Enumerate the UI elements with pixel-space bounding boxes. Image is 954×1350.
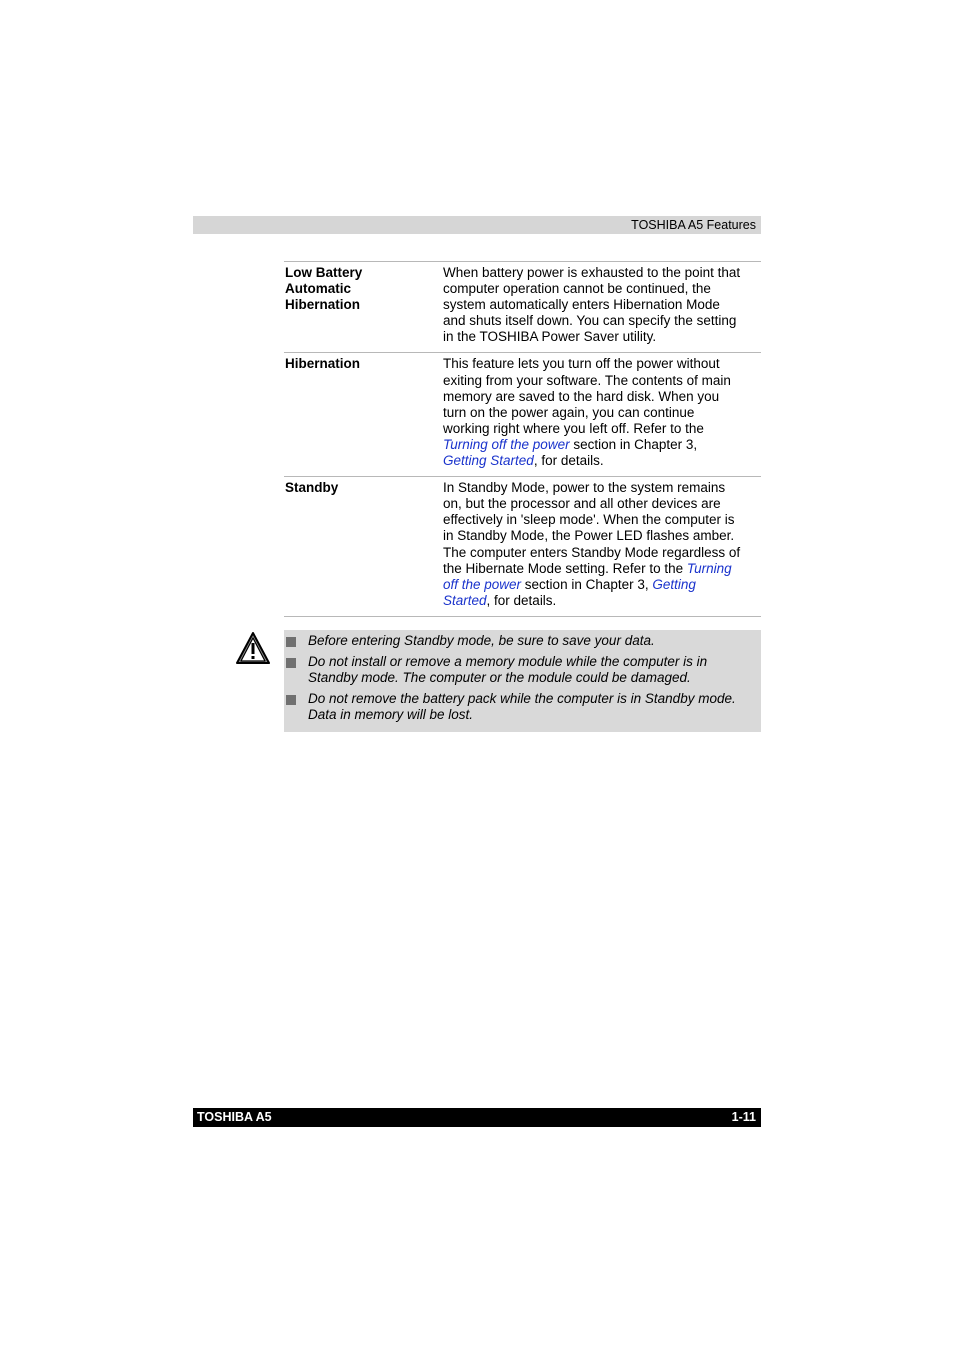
- description-text: system automatically enters Hibernation Mode: [443, 297, 720, 313]
- feature-term-line: Low Battery: [285, 265, 363, 280]
- footer-product: TOSHIBA A5: [197, 1110, 272, 1124]
- description-line: [443, 480, 761, 496]
- cross-reference-link[interactable]: Turning off the power: [443, 436, 570, 452]
- description-text: on, but the processor and all other devices are: [443, 496, 721, 512]
- feature-description: [443, 356, 761, 469]
- warning-text: [308, 654, 707, 686]
- description-text: memory are saved to the hard disk. When you: [443, 388, 720, 404]
- warning-icon: [234, 630, 272, 668]
- feature-term-line: Hibernation: [285, 356, 361, 372]
- description-line: [443, 297, 761, 313]
- description-line: [443, 356, 761, 372]
- description-text: section in Chapter 3,: [521, 576, 653, 592]
- description-text: The computer enters Standby Mode regardless of: [443, 544, 741, 560]
- warning-line: Do not install or remove a memory module while the computer is in: [308, 654, 708, 669]
- description-line: [443, 545, 761, 561]
- description-line: [443, 437, 761, 453]
- description-line: [443, 329, 761, 345]
- feature-table: [284, 261, 761, 617]
- cross-reference-link[interactable]: Getting: [652, 576, 696, 592]
- description-text: and shuts itself down. You can specify the setting: [443, 313, 737, 329]
- description-line: [443, 405, 761, 421]
- feature-term: [284, 480, 443, 609]
- feature-row: [284, 477, 761, 617]
- description-line: [443, 496, 761, 512]
- feature-term: [284, 356, 443, 469]
- feature-row: [284, 262, 761, 353]
- page-footer: [193, 1108, 761, 1127]
- cross-reference-link[interactable]: off the power: [443, 576, 522, 592]
- feature-description: [443, 480, 761, 609]
- description-line: [443, 389, 761, 405]
- description-text: exiting from your software. The contents of main: [443, 372, 731, 388]
- description-text: the Hibernate Mode setting. Refer to the: [443, 560, 687, 576]
- description-text: When battery power is exhausted to the point that: [443, 265, 741, 280]
- warning-line: Do not remove the battery pack while the computer is in Standby mode.: [308, 691, 736, 706]
- cross-reference-link[interactable]: Started: [443, 592, 487, 608]
- description-line: [443, 265, 761, 281]
- description-line: [443, 528, 761, 544]
- description-line: [443, 577, 761, 593]
- warning-text: [308, 633, 655, 649]
- square-bullet-icon: [286, 658, 296, 668]
- warning-line: Before entering Standby mode, be sure to save your data.: [308, 633, 655, 648]
- description-line: [443, 512, 761, 528]
- description-text: , for details.: [486, 592, 557, 608]
- feature-term: [284, 265, 443, 345]
- header-title: TOSHIBA A5 Features: [631, 218, 756, 232]
- description-text: in the TOSHIBA Power Saver utility.: [443, 329, 657, 345]
- warning-text: [308, 691, 736, 723]
- description-text: This feature lets you turn off the power without: [443, 356, 720, 372]
- feature-description: [443, 265, 761, 345]
- description-line: [443, 593, 761, 609]
- cross-reference-link[interactable]: Turning: [686, 560, 732, 576]
- feature-term-line: Hibernation: [285, 297, 361, 312]
- description-line: [443, 453, 761, 469]
- description-text: computer operation cannot be continued, the: [443, 281, 711, 297]
- description-line: [443, 281, 761, 297]
- warning-line: Data in memory will be lost.: [308, 707, 474, 723]
- feature-term-line: Automatic: [285, 281, 352, 296]
- square-bullet-icon: [286, 637, 296, 647]
- feature-term-line: Standby: [285, 480, 339, 496]
- description-line: [443, 373, 761, 389]
- square-bullet-icon: [286, 695, 296, 705]
- feature-row: [284, 353, 761, 477]
- description-text: working right where you left off. Refer to the: [443, 420, 704, 436]
- warning-box: [284, 630, 761, 732]
- description-text: turn on the power again, you can continue: [443, 404, 695, 420]
- page-number: 1-11: [731, 1110, 756, 1124]
- warning-line: Standby mode. The computer or the module could be damaged.: [308, 670, 691, 686]
- description-text: , for details.: [533, 453, 604, 469]
- description-text: section in Chapter 3,: [569, 436, 698, 452]
- description-line: [443, 421, 761, 437]
- description-line: [443, 313, 761, 329]
- description-text: in Standby Mode, the Power LED flashes amber.: [443, 528, 735, 544]
- cross-reference-link[interactable]: Getting Started: [443, 453, 534, 469]
- description-line: [443, 561, 761, 577]
- description-text: effectively in 'sleep mode'. When the computer is: [443, 512, 735, 528]
- description-text: In Standby Mode, power to the system remains: [443, 480, 726, 496]
- page-header: [193, 216, 761, 234]
